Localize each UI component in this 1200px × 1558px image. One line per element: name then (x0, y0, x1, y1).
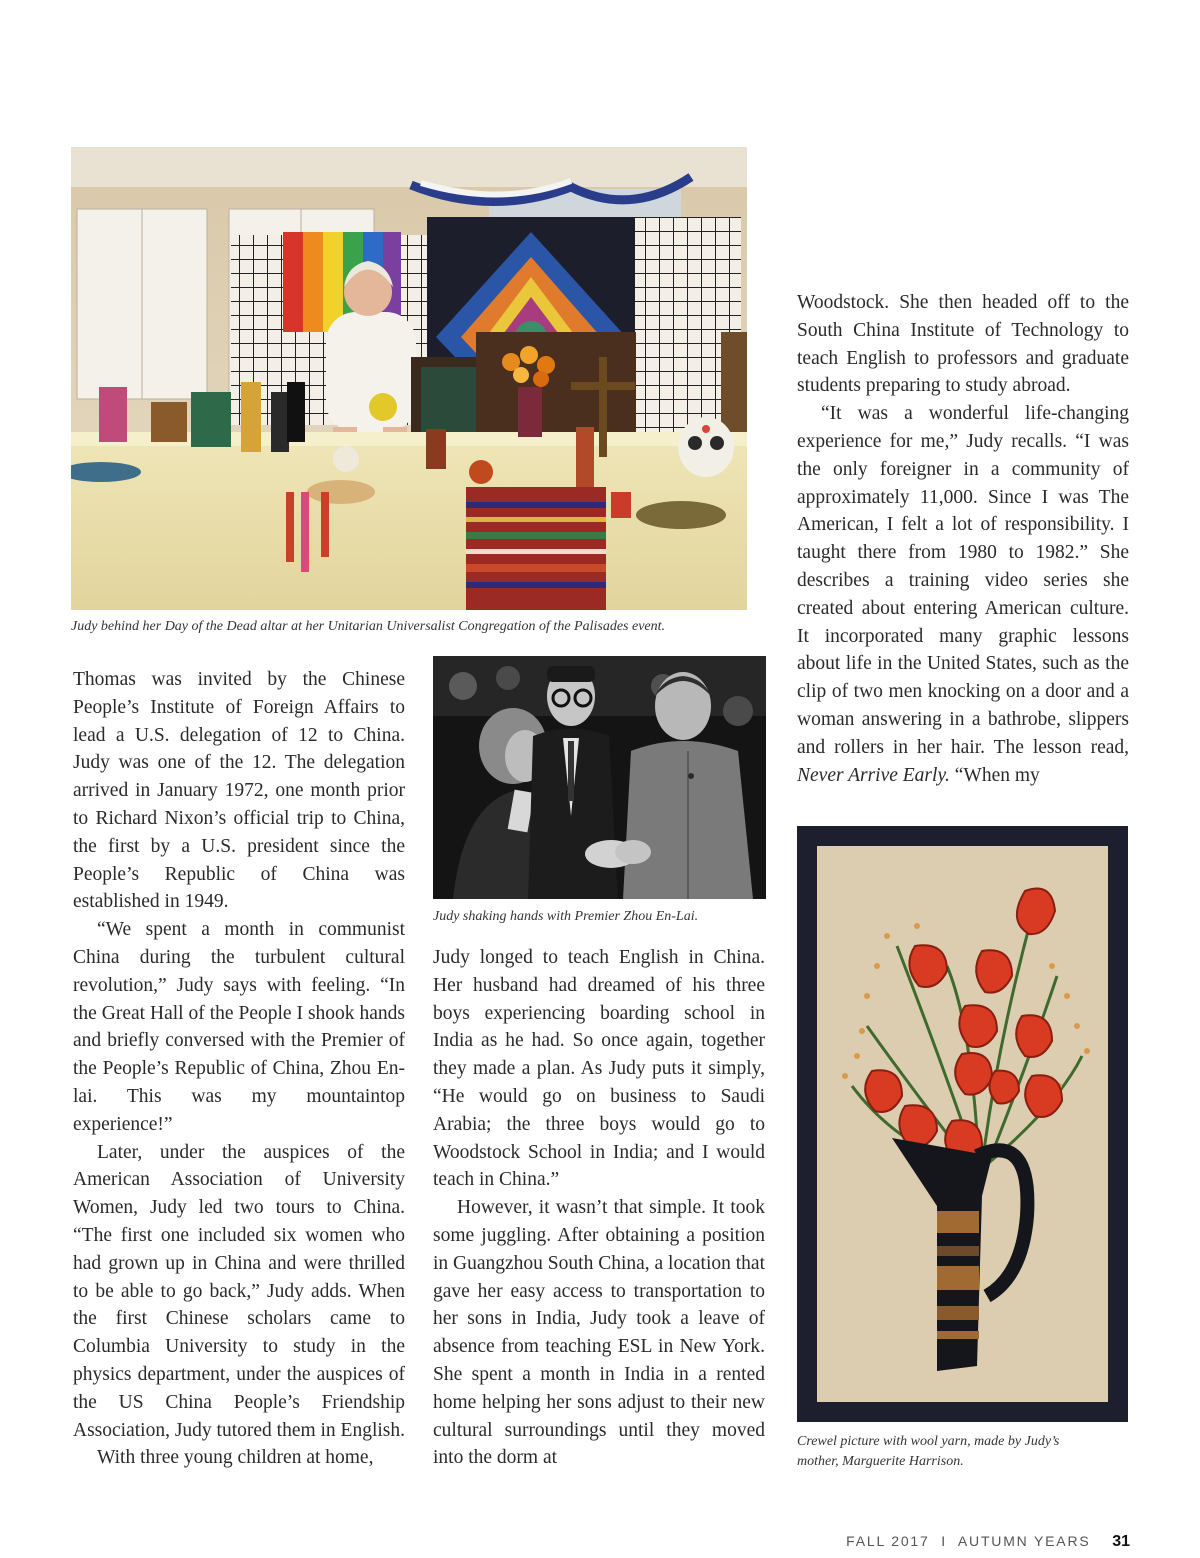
crewel-photo-caption: Crewel picture with wool yarn, made by Judy’s mother, Marguerite Harrison. (797, 1434, 1060, 1469)
altar-photo (71, 147, 747, 610)
right-paragraph-1: Woodstock. She then headed off to the South China Institute of Technology to teach English to professors and graduate students preparing to study abroad. (797, 292, 1129, 397)
page-number: 31 (1112, 1533, 1130, 1550)
right-paragraph-2 (797, 400, 1129, 789)
left-paragraph-4: With three young children at home, (97, 1447, 374, 1469)
footer-season: FALL 2017 (846, 1533, 930, 1549)
right-paragraph-2-text: “It was a wonderful life-changing experience for me,” Judy recalls. “I was the only foreigner in a community of approximately 11,000. Since I was The American, I felt a lot of responsibility. I taught there from 1980 to 1982.” She describes a training video series she created about entering American culture. It incorporated many graphic lessons about life in the United States, such as the clip of two men knocking on a door and a woman answering in a bathrobe, slippers and rollers in her hair. The lesson read, (797, 403, 1129, 758)
column-middle (433, 944, 765, 1472)
page-footer (840, 1533, 1130, 1551)
handshake-photo (433, 656, 766, 899)
middle-paragraph-1: Judy longed to teach English in China. Her husband had dreamed of his three boys experiencing boarding school in India as he had. So once again, together they made a plan. As Judy puts it simply, “He would go on business to Saudi Arabia; the three boys would go to Woodstock School in India; and I would teach in China.” (433, 947, 765, 1191)
left-paragraph-2: “We spent a month in communist China during the turbulent cultural revolution,” Judy says with feeling. “In the Great Hall of the People I shook hands and briefly conversed with the Premier of the People’s Republic of China, Zhou En-lai. This was my mountaintop experience!” (73, 919, 405, 1135)
column-left (73, 666, 405, 1472)
right-paragraph-2-tail: “When my (954, 764, 1040, 786)
footer-separator: I (941, 1533, 947, 1549)
left-paragraph-3: Later, under the auspices of the American Association of University Women, Judy led two tours to China. “The first one included six women who had grown up in China and were thrilled to be able to go back,” Judy adds. When the first Chinese scholars came to Columbia University to study in the physics department, under the auspices of the US China People’s Friendship Association, Judy tutored them in English. (73, 1141, 406, 1441)
handshake-photo-caption: Judy shaking hands with Premier Zhou En-Lai. (433, 909, 699, 924)
footer-magazine: AUTUMN YEARS (957, 1533, 1091, 1549)
middle-paragraph-2: However, it wasn’t that simple. It took some juggling. After obtaining a position in Guangzhou South China, a location that gave her easy access to transportation to her sons in India, Judy took a leave of absence from teaching ESL in New York. She spent a month in India in a rented home helping her sons adjust to their new cultural surroundings until they moved into the dorm at (433, 1197, 765, 1469)
altar-photo-caption: Judy behind her Day of the Dead altar at her Unitarian Universalist Congregation of the Palisades event. (71, 619, 666, 634)
crewel-photo (797, 826, 1128, 1422)
column-right (797, 289, 1129, 789)
lesson-title: Never Arrive Early. (797, 764, 950, 786)
left-paragraph-1: Thomas was invited by the Chinese People’s Institute of Foreign Affairs to lead a U.S. delegation of 12 to China. Judy was one of the 12. The delegation arrived in January 1972, one month prior to Richard Nixon’s official trip to China, the first by a U.S. president since the People’s Republic of China was established in 1949. (73, 669, 405, 913)
